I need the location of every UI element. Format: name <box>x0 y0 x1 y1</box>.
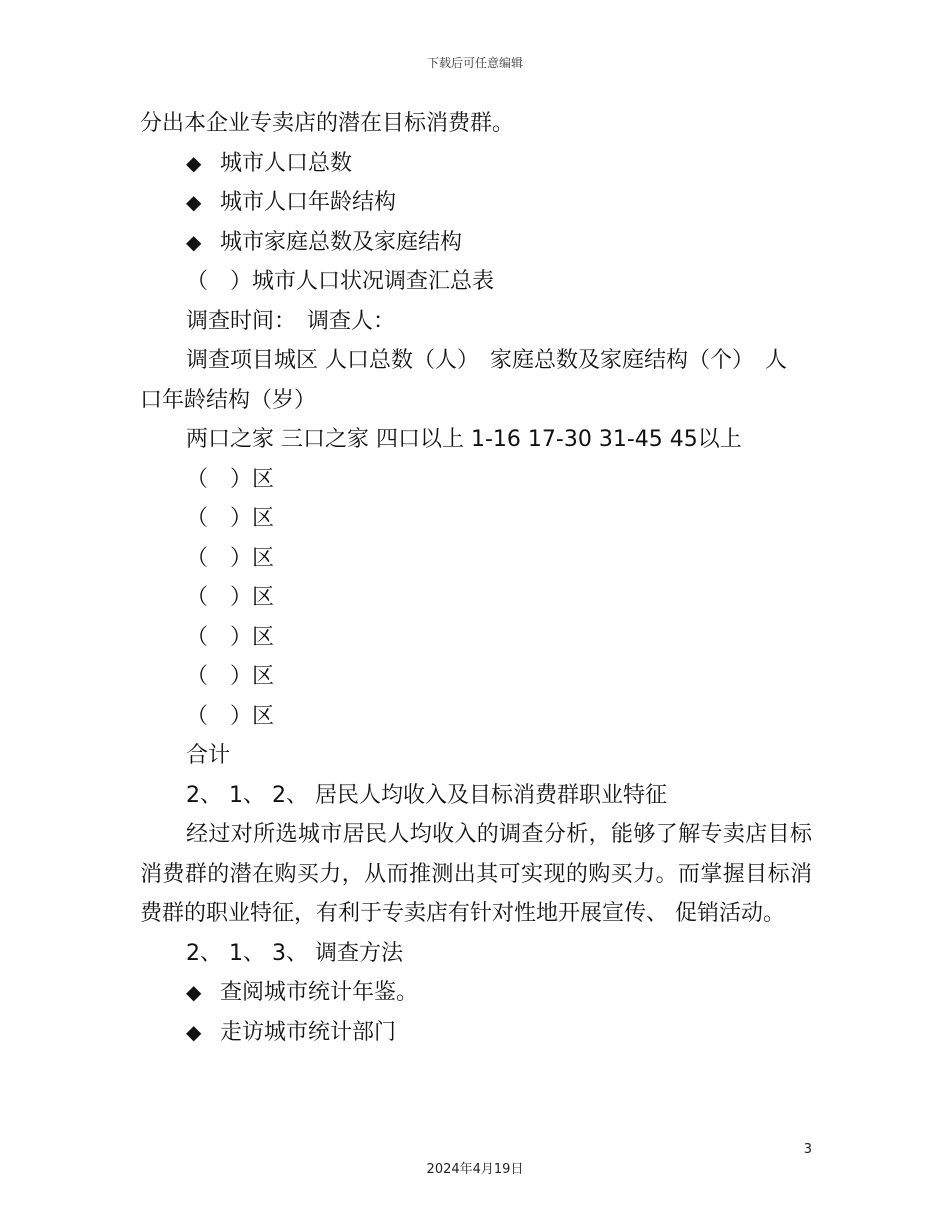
page-number: 3 <box>803 1142 812 1157</box>
bullet-text: 走访城市统计部门 <box>220 1019 397 1045</box>
table-row: （ ）区 <box>186 545 275 571</box>
table-header: 调查项目城区 人口总数（人） 家庭总数及家庭结构（个） 人 <box>186 348 787 373</box>
bullet-item <box>140 223 812 263</box>
bullet-text: 查阅城市统计年鉴。 <box>220 980 419 1005</box>
table-row: （ ）区 <box>186 466 275 492</box>
table-header-continued: 口年龄结构（岁） <box>140 387 317 413</box>
paragraph: 经过对所选城市居民人均收入的调查分析，能够了解专卖店目标消费群的潜在购买力，从而推测出其可实现的购买力。而掌握目标消费群的职业特征，有利于专卖店有针对性地开展宣传、 促销活动。 <box>140 822 812 926</box>
table-row: （ ）区 <box>186 585 275 610</box>
table-total-row: 合计 <box>186 743 231 768</box>
bullet-item <box>140 1013 812 1053</box>
bullet-text: 城市人口总数 <box>220 150 353 176</box>
diamond-bullet-icon: ◆ <box>186 1019 202 1044</box>
diamond-bullet-icon: ◆ <box>186 190 202 214</box>
footer-date: 2024年4月19日 <box>426 1162 524 1177</box>
table-row: （ ）区 <box>186 664 275 689</box>
table-row: （ ）区 <box>186 703 275 729</box>
page-header: 下载后可任意编辑 <box>426 56 523 70</box>
bullet-item <box>140 144 812 184</box>
text-line: 分出本企业专卖店的潜在目标消费群。 <box>140 111 515 136</box>
diamond-bullet-icon: ◆ <box>186 150 202 175</box>
table-title: （ ）城市人口状况调查汇总表 <box>186 269 495 294</box>
section-heading: 2、 1、 2、 居民人均收入及目标消费群职业特征 <box>186 782 667 808</box>
bullet-text: 城市家庭总数及家庭结构 <box>220 229 463 255</box>
diamond-bullet-icon: ◆ <box>186 229 202 254</box>
survey-meta: 调查时间： 调查人： <box>186 308 396 334</box>
section-heading: 2、 1、 3、 调查方法 <box>186 940 403 966</box>
bullet-item <box>140 973 812 1013</box>
diamond-bullet-icon: ◆ <box>186 980 202 1004</box>
table-row: （ ）区 <box>186 624 275 650</box>
table-subheader: 两口之家 三口之家 四口以上 1-16 17-30 31-45 45以上 <box>186 427 742 452</box>
document-body <box>140 104 812 1052</box>
table-row: （ ）区 <box>186 506 275 531</box>
bullet-text: 城市人口年龄结构 <box>220 190 397 215</box>
bullet-item <box>140 183 812 223</box>
